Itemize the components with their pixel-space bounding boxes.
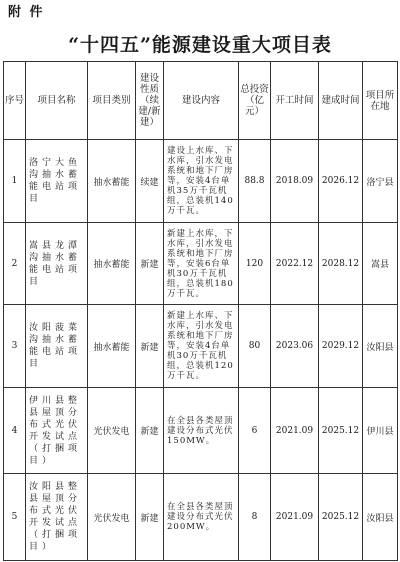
cell-investment: 88.8 (239, 140, 271, 222)
document-title: “十四五”能源建设重大项目表 (68, 34, 332, 56)
cell-start: 2021.09 (271, 474, 319, 561)
cell-content: 在全县各类屋顶建设分布式光伏200MW。 (164, 474, 239, 561)
project-table (3, 61, 398, 561)
cell-investment: 6 (239, 387, 271, 474)
cell-investment: 80 (239, 305, 271, 387)
cell-category: 光伏发电 (88, 387, 136, 474)
cell-finish: 2026.12 (319, 140, 363, 222)
cell-location: 伊川县 (363, 387, 398, 474)
cell-finish: 2025.12 (319, 387, 363, 474)
cell-name: 嵩县龙潭沟抽水蓄能电站项目 (26, 222, 88, 304)
cell-finish: 2028.12 (319, 222, 363, 304)
cell-content: 在全县各类屋顶建设分布式光伏150MW。 (164, 387, 239, 474)
cell-nature: 续建 (136, 140, 164, 222)
cell-start: 2021.09 (271, 387, 319, 474)
cell-category: 抽水蓄能 (88, 222, 136, 304)
cell-content: 建设上水库、下水库，引水发电系统和地下厂房等，安装4台单机35万千瓦机组，总装机140万千瓦。 (164, 140, 239, 222)
cell-seq: 1 (4, 140, 26, 222)
cell-category: 光伏发电 (88, 474, 136, 561)
cell-location: 嵩县 (363, 222, 398, 304)
cell-seq: 2 (4, 222, 26, 304)
header-start: 开工时间 (271, 62, 319, 140)
cell-content: 新建上水库、下水库，引水发电系统和地下厂房等，安装4台单机30万千瓦机组，总装机120万千瓦。 (164, 305, 239, 387)
cell-nature: 新建 (136, 474, 164, 561)
cell-location: 汝阳县 (363, 305, 398, 387)
header-finish: 建成时间 (319, 62, 363, 140)
cell-content: 新建上水库，下水库，引水发电系统和地下厂房等，安装6台单机30万千瓦机组，总装机180万千瓦。 (164, 222, 239, 304)
cell-name: 伊川县整县屋顶分布式光伏开发试点（打捆项目） (26, 387, 88, 474)
table-row (4, 387, 398, 474)
cell-seq: 5 (4, 474, 26, 561)
cell-location: 洛宁县 (363, 140, 398, 222)
attachment-label: 附 件 (8, 5, 45, 20)
table-row (4, 222, 398, 304)
header-nature: 建设性质（续建/新建） (136, 62, 164, 140)
cell-name: 汝阳县整县屋顶分布式光伏开发试点（打捆项目） (26, 474, 88, 561)
cell-start: 2018.09 (271, 140, 319, 222)
cell-seq: 4 (4, 387, 26, 474)
header-seq: 序号 (4, 62, 26, 140)
cell-start: 2022.12 (271, 222, 319, 304)
header-name: 项目名称 (26, 62, 88, 140)
cell-investment: 8 (239, 474, 271, 561)
cell-name: 洛宁大鱼沟抽水蓄能电站项目 (26, 140, 88, 222)
table-row (4, 140, 398, 222)
cell-nature: 新建 (136, 222, 164, 304)
header-location: 项目所在地 (363, 62, 398, 140)
cell-location: 汝阳县 (363, 474, 398, 561)
header-investment: 总投资（亿元） (239, 62, 271, 140)
cell-investment: 120 (239, 222, 271, 304)
table-header-row (4, 62, 398, 140)
header-category: 项目类别 (88, 62, 136, 140)
table-row (4, 305, 398, 387)
header-content: 建设内容 (164, 62, 239, 140)
table-row (4, 474, 398, 561)
cell-nature: 新建 (136, 305, 164, 387)
cell-finish: 2025.12 (319, 474, 363, 561)
cell-nature: 新建 (136, 387, 164, 474)
cell-finish: 2029.12 (319, 305, 363, 387)
cell-category: 抽水蓄能 (88, 140, 136, 222)
cell-start: 2023.06 (271, 305, 319, 387)
cell-category: 抽水蓄能 (88, 305, 136, 387)
cell-name: 汝阳菠菜沟抽水蓄能电站项目 (26, 305, 88, 387)
cell-seq: 3 (4, 305, 26, 387)
